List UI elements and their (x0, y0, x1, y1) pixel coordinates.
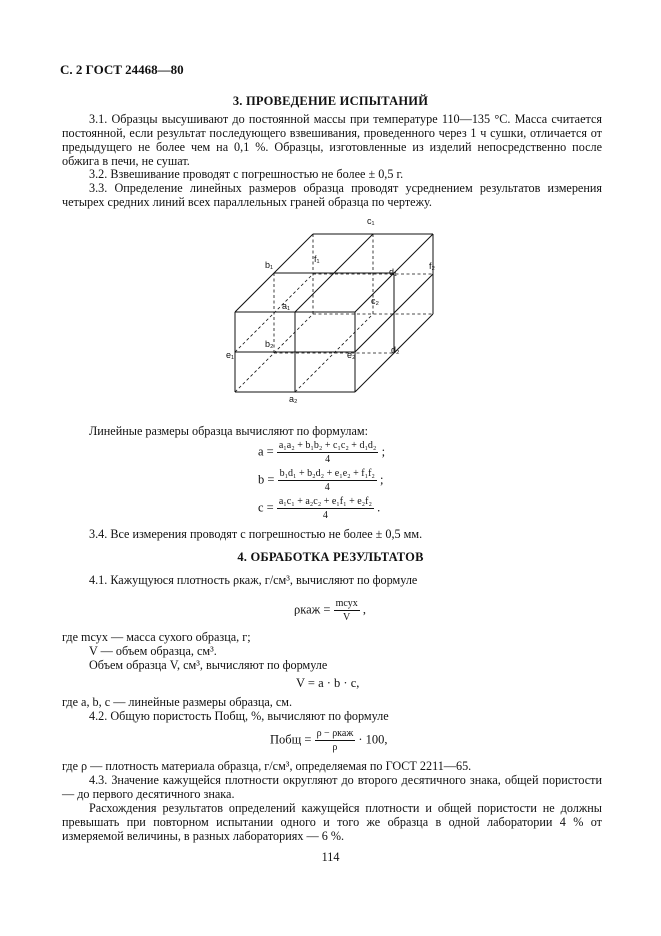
paragraph-4-2: 4.2. Общую пористость Побщ, %, вычисляют по формуле (89, 709, 389, 723)
page-header: С. 2 ГОСТ 24468—80 (60, 62, 184, 77)
formula-porosity-fraction (315, 728, 356, 753)
formula-a-denominator: 4 (325, 454, 331, 465)
formula-porosity-numerator: ρ − ρкаж (316, 728, 354, 739)
formula-porosity-denominator: ρ (332, 742, 338, 753)
paragraph-discrepancy: Расхождения результатов определений кажущейся плотности и общей пористости не должны превышать при повторном испытании одного и того же образца в одной лаборатории 4 % от измеряемой величины, в разных лабораториях — 6 %. (62, 801, 602, 843)
label-a1: a₁ (282, 301, 291, 311)
formula-a-numerator: a₁a₂ + b₁b₂ + c₁c₂ + d₁d₂ (278, 440, 377, 451)
paragraph-4-1: 4.1. Кажущуюся плотность ρкаж, г/см³, вычисляют по формуле (89, 573, 418, 587)
label-e1: e₁ (226, 350, 235, 360)
label-a2: a₂ (289, 394, 298, 404)
specimen-drawing (225, 212, 450, 412)
label-b1: b₁ (265, 260, 274, 270)
paragraph-4-3: 4.3. Значение кажущейся плотности округляют до второго десятичного знака, общей пористости — до первого десятичного знака. (62, 773, 602, 801)
formula-b-numerator: b₁d₁ + b₂d₂ + e₁e₂ + f₁f₂ (279, 468, 375, 479)
paragraph-3-4: 3.4. Все измерения проводят с погрешностью не более ± 0,5 мм. (89, 527, 423, 541)
specimen-box-svg (225, 212, 450, 412)
formula-c-end: . (377, 500, 381, 515)
label-d1: d₁ (389, 267, 398, 277)
section-3-title: 3. ПРОВЕДЕНИЕ ИСПЫТАНИЙ (232, 94, 429, 108)
formula-c-denominator: 4 (322, 510, 328, 521)
formula-porosity (270, 728, 388, 753)
formula-c-numerator: a₁c₁ + a₂c₂ + e₁f₁ + e₂f₂ (278, 496, 372, 507)
paragraph-3-1: 3.1. Образцы высушивают до постоянной массы при температуре 110—135 °С. Масса считается постоянной, если результат последующего взвешивания, проведенного через 1 ч сушки, отличается от предыдущего не более чем на 0,1 %. Образцы, изготовленные из изделий непосредственно после обжига в печи, не сушат. (62, 112, 602, 168)
formula-rho-end: , (362, 602, 366, 617)
where-volume: V — объем образца, см³. (89, 644, 217, 658)
section-4-title: 4. ОБРАБОТКА РЕЗУЛЬТАТОВ (237, 550, 424, 564)
formula-b-lhs: b = (258, 472, 275, 487)
formula-c-lhs: c = (258, 500, 274, 515)
formula-a-lhs: a = (258, 444, 274, 459)
formula-rho (294, 598, 366, 623)
where-density: где ρ — плотность материала образца, г/см³, определяемая по ГОСТ 2211—65. (62, 759, 472, 773)
paragraph-3-2: 3.2. Взвешивание проводят с погрешностью не более ± 0,5 г. (89, 167, 404, 181)
formula-rho-lhs: ρкаж = (294, 602, 331, 617)
formula-c-fraction (277, 496, 374, 521)
formula-porosity-lhs: Побщ = (270, 732, 312, 747)
where-m-dry: где mсух — масса сухого образца, г; (62, 630, 251, 644)
label-c2: c₂ (371, 296, 379, 306)
formula-a (258, 440, 385, 465)
label-c1: c₁ (367, 216, 375, 226)
formula-b-denominator: 4 (324, 482, 330, 493)
formula-rho-denominator: V (343, 612, 351, 623)
formula-a-end: ; (381, 444, 386, 459)
label-f2: f₂ (429, 261, 435, 271)
label-e2: e₂ (347, 350, 356, 360)
where-dimensions: где a, b, c — линейные размеры образца, см. (62, 695, 293, 709)
formula-rho-numerator: mсух (335, 598, 358, 609)
formula-rho-fraction (334, 598, 360, 623)
formulas-intro: Линейные размеры образца вычисляют по формулам: (89, 424, 369, 438)
formula-a-fraction (277, 440, 379, 465)
label-f1: f₁ (314, 254, 320, 264)
formula-c (258, 496, 380, 521)
label-d2: d₂ (391, 345, 400, 355)
formula-porosity-end: · 100, (358, 732, 388, 747)
formula-b-fraction (278, 468, 377, 493)
volume-intro: Объем образца V, см³, вычисляют по формуле (89, 658, 328, 672)
formula-volume: V = a · b · c, (296, 676, 360, 690)
formula-b-end: ; (380, 472, 384, 487)
paragraph-3-3: 3.3. Определение линейных размеров образца проводят усреднением результатов измерения четырех средних линий всех параллельных граней образца по чертежу. (62, 181, 602, 209)
label-b2: b₂ (265, 339, 274, 349)
hidden-midline (295, 314, 373, 392)
formula-b (258, 468, 384, 493)
page-number: 114 (321, 850, 340, 864)
